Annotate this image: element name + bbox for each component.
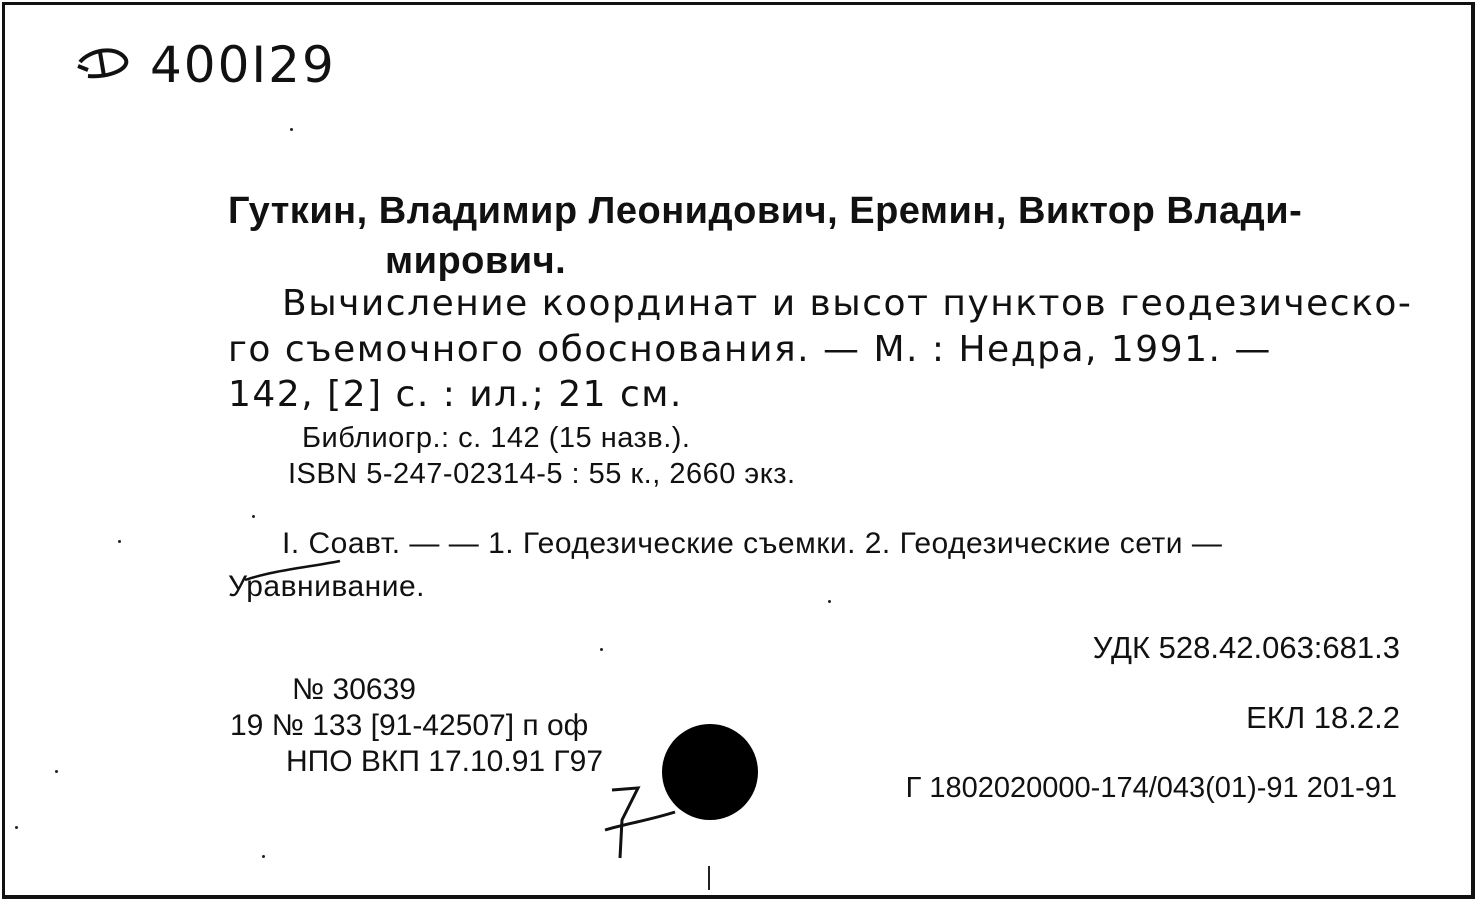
- speck: [55, 770, 58, 773]
- speck: [600, 648, 603, 651]
- speck-line: [708, 866, 710, 890]
- speck: [828, 600, 831, 603]
- speck: [262, 855, 265, 858]
- speck: [252, 515, 255, 518]
- subjects-line-2: Уравнивание.: [228, 570, 425, 603]
- bibliography-note: Библиогр.: с. 142 (15 назв.).: [302, 422, 691, 454]
- speck: [15, 826, 18, 829]
- authors-line-2: мирович.: [385, 240, 567, 282]
- isbn-line: ISBN 5-247-02314-5 : 55 к., 2660 экз.: [288, 458, 796, 490]
- udc-code: УДК 528.42.063:681.3: [1092, 630, 1400, 665]
- card-number: № 30639: [292, 673, 416, 706]
- shelf-mark-glyph: [70, 40, 140, 85]
- ekl-code: ЕКЛ 18.2.2: [1246, 700, 1400, 735]
- speck: [118, 540, 121, 543]
- subjects-line-1: I. Соавт. — — 1. Геодезические съемки. 2. Геодезические сети —: [282, 527, 1223, 560]
- order-line: 19 № 133 [91-42507] п оф: [230, 709, 589, 742]
- inventory-number: 400I29: [150, 36, 336, 94]
- authors-line-1: Гуткин, Владимир Леонидович, Еремин, Виктор Влади-: [228, 190, 1303, 232]
- g-code: Г 1802020000-174/043(01)-91 201-91: [905, 772, 1397, 804]
- speck: [290, 128, 293, 131]
- title-line-3: 142, [2] с. : ил.; 21 см.: [228, 374, 683, 415]
- title-line-1: Вычисление координат и высот пунктов геодезическо-: [282, 283, 1413, 324]
- pen-stroke-mark: [240, 555, 350, 585]
- handwritten-mark: [600, 780, 680, 865]
- npo-line: НПО ВКП 17.10.91 Г97: [286, 745, 604, 778]
- title-line-2: го съемочного обоснования. — М. : Недра, 1991. —: [228, 329, 1272, 370]
